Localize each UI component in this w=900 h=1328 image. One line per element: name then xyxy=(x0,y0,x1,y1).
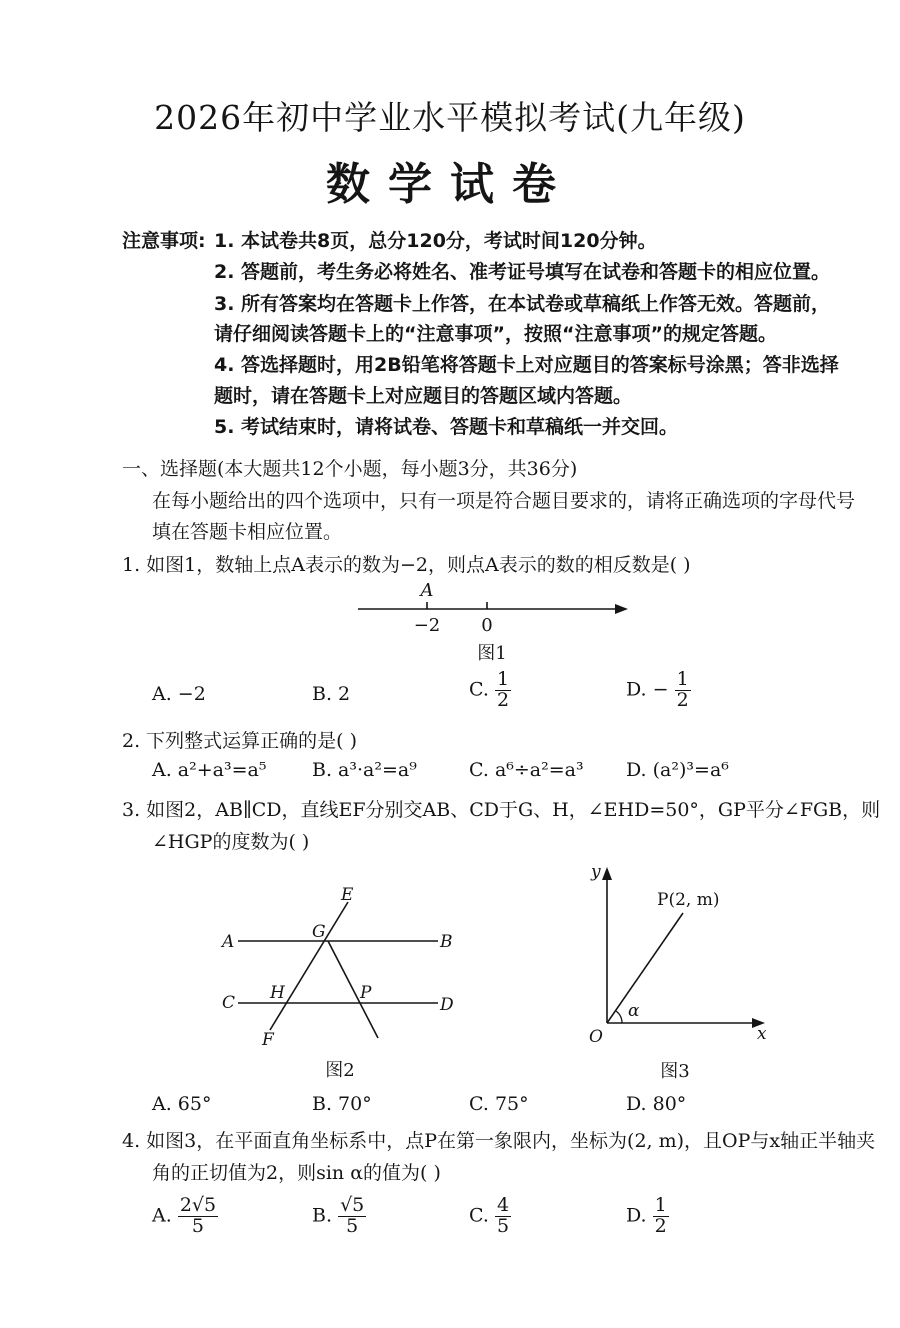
label-b: B xyxy=(440,932,453,952)
note-4a: 4. 答选择题时，用2B铅笔将答题卡上对应题目的答案标号涂黑；答非选择 xyxy=(214,354,839,376)
note-3a: 3. 所有答案均在答题卡上作答，在本试卷或草稿纸上作答无效。答题前， xyxy=(214,293,831,315)
label-c: C xyxy=(222,993,236,1013)
note-1: 1. 本试卷共8页，总分120分，考试时间120分钟。 xyxy=(214,230,657,252)
tick-label-minus-2: −2 xyxy=(413,615,441,636)
ray-op xyxy=(607,913,683,1023)
q1-stem: 1. 如图1，数轴上点A表示的数为−2，则点A表示的数的相反数是( ) xyxy=(122,554,691,576)
q3-option-a: A. 65° xyxy=(152,1093,212,1115)
q4-stem-line-2: 角的正切值为2，则sin α的值为( ) xyxy=(152,1162,441,1184)
label-e: E xyxy=(341,885,354,905)
q1-option-c-fraction: $\frac{1}{2}$ xyxy=(496,668,510,711)
figure-1-number-line xyxy=(350,578,640,666)
figure-1-caption: 图1 xyxy=(477,643,507,664)
label-x: x xyxy=(757,1024,767,1044)
q4-option-b-label: B. xyxy=(312,1204,333,1227)
subject-title: 数学试卷 xyxy=(326,159,574,210)
q1-option-b: B. 2 xyxy=(312,683,351,705)
q1-option-d-label: D. − xyxy=(626,678,669,701)
section-heading: 一、选择题(本大题共12个小题，每小题3分，共36分) xyxy=(122,458,578,480)
q1-option-d-fraction: $\frac{1}{2}$ xyxy=(676,668,689,711)
q4-stem-line-1: 4. 如图3，在平面直角坐标系中，点P在第一象限内，坐标为(2, m)，且OP与x轴正半轴夹 xyxy=(122,1130,876,1152)
number-line-arrow xyxy=(615,604,628,614)
q2-option-c: C. a⁶÷a²=a³ xyxy=(469,759,584,781)
label-origin: O xyxy=(589,1027,603,1047)
notes-label: 注意事项: xyxy=(122,230,206,252)
q1-option-a: A. −2 xyxy=(152,683,206,705)
q2-stem: 2. 下列整式运算正确的是( ) xyxy=(122,730,358,752)
q4-option-a xyxy=(152,1196,218,1237)
q4-option-b xyxy=(312,1196,366,1237)
point-a-label: A xyxy=(420,580,434,601)
figure-2-parallel-lines xyxy=(210,880,470,1085)
label-d: D xyxy=(440,995,454,1015)
label-g: G xyxy=(312,922,326,942)
section-instruction-1: 在每小题给出的四个选项中，只有一项是符合题目要求的，请将正确选项的字母代号 xyxy=(152,490,856,512)
q4-option-a-fraction: $\frac{2√5}{5}$ xyxy=(179,1194,217,1237)
q4-option-d xyxy=(626,1196,669,1237)
q4-option-b-fraction: $\frac{√5}{5}$ xyxy=(340,1194,365,1237)
note-3b: 请仔细阅读答题卡上的“注意事项”，按照“注意事项”的规定答题。 xyxy=(214,323,777,345)
q3-option-c: C. 75° xyxy=(469,1093,529,1115)
note-4b: 题时，请在答题卡上对应题目的答题区域内答题。 xyxy=(214,385,633,407)
q1-option-c-label: C. xyxy=(469,678,489,701)
q4-option-d-label: D. xyxy=(626,1204,647,1227)
y-axis-arrow xyxy=(602,867,612,880)
angle-alpha-arc xyxy=(616,1011,622,1023)
figure-3-caption: 图3 xyxy=(660,1061,690,1082)
line-ef xyxy=(270,902,348,1030)
q4-option-c-fraction: $\frac{4}{5}$ xyxy=(496,1194,510,1237)
label-a: A xyxy=(222,932,235,952)
label-f: F xyxy=(262,1030,274,1050)
tick-label-zero: 0 xyxy=(481,615,493,636)
exam-title: 2026年初中学业水平模拟考试(九年级) xyxy=(154,98,746,137)
label-p: P xyxy=(360,983,372,1003)
q2-option-d: D. (a²)³=a⁶ xyxy=(626,759,729,781)
q1-option-c xyxy=(469,670,511,711)
label-alpha: α xyxy=(628,1001,640,1021)
q2-option-b: B. a³·a²=a⁹ xyxy=(312,759,417,781)
label-h: H xyxy=(270,983,285,1003)
note-2: 2. 答题前，考生务必将姓名、准考证号填写在试卷和答题卡的相应位置。 xyxy=(214,261,831,283)
figure-3-coordinate-plane xyxy=(575,855,785,1085)
q1-option-d xyxy=(626,670,691,711)
q2-option-a: A. a²+a³=a⁵ xyxy=(152,759,267,781)
q4-option-c-label: C. xyxy=(469,1204,489,1227)
section-instruction-2: 填在答题卡相应位置。 xyxy=(152,521,343,543)
note-5: 5. 考试结束时，请将试卷、答题卡和草稿纸一并交回。 xyxy=(214,416,679,438)
q4-option-a-label: A. xyxy=(152,1204,172,1227)
label-y: y xyxy=(591,862,601,882)
q3-option-b: B. 70° xyxy=(312,1093,372,1115)
q3-option-d: D. 80° xyxy=(626,1093,687,1115)
q4-option-c xyxy=(469,1196,511,1237)
q3-stem-line-1: 3. 如图2，AB∥CD，直线EF分别交AB、CD于G、H，∠EHD=50°，GP平分∠FGB，则 xyxy=(122,799,881,821)
figure-2-caption: 图2 xyxy=(325,1060,355,1081)
q4-option-d-fraction: $\frac{1}{2}$ xyxy=(654,1194,667,1237)
label-point-p: P(2, m) xyxy=(657,890,720,910)
q3-stem-line-2: ∠HGP的度数为( ) xyxy=(152,831,310,853)
